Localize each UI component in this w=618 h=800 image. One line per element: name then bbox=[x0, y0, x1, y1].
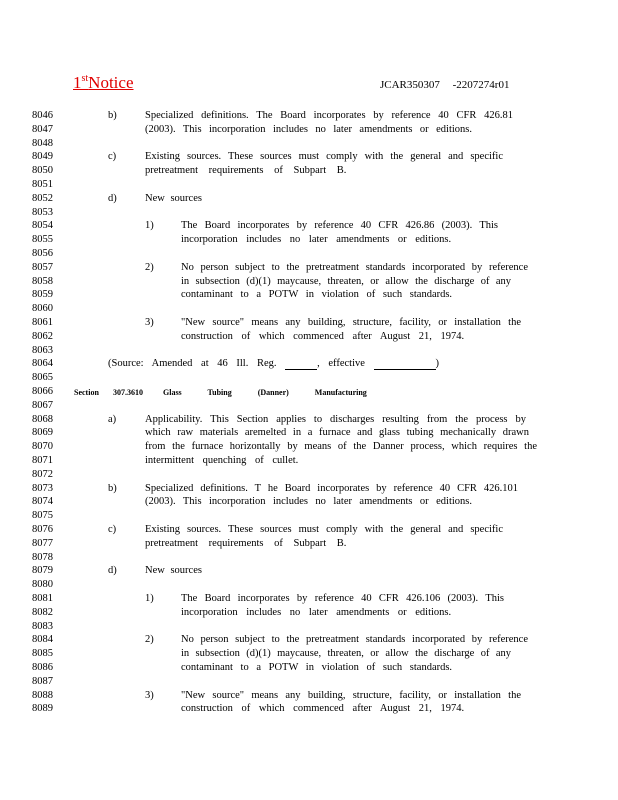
text-line: incorporation includes no later amendments or editions. bbox=[181, 606, 452, 618]
section-title: Glass Tubing (Danner) Manufacturing bbox=[163, 388, 367, 397]
item-label: 1) bbox=[145, 220, 154, 232]
line-number: 8089 bbox=[32, 703, 53, 715]
text-line: No person subject to the pretreatment standards incorporated by reference bbox=[181, 634, 528, 646]
line-number: 8078 bbox=[32, 551, 53, 563]
text-line: contaminant to a POTW in violation of such standards. bbox=[181, 662, 453, 673]
text-line: incorporation includes no later amendments or editions. bbox=[181, 234, 452, 246]
line-number: 8049 bbox=[32, 151, 53, 163]
item-label: c) bbox=[108, 524, 117, 535]
line-number: 8062 bbox=[32, 330, 53, 342]
text-line: Existing sources. These sources must comply with the general and specific bbox=[145, 151, 503, 163]
line-number: 8069 bbox=[32, 427, 53, 439]
line-number: 8059 bbox=[32, 289, 53, 301]
item-label: b) bbox=[108, 482, 117, 494]
text-line: "New source" means any building, structure, facility, or installation the bbox=[181, 689, 521, 701]
text-line: "New source" means any building, structure, facility, or installation the bbox=[181, 317, 521, 328]
text-line: (2003). This incorporation includes no later amendments or editions. bbox=[145, 496, 472, 508]
line-number: 8077 bbox=[32, 537, 53, 549]
section-word: Section bbox=[74, 388, 99, 397]
line-number: 8075 bbox=[32, 510, 53, 522]
text-line: in subsection (d)(1) maycause, threaten, or allow the discharge of any bbox=[181, 648, 511, 660]
line-number: 8085 bbox=[32, 648, 53, 660]
text-line: Applicability. This Section applies to discharges resulting from the process by bbox=[145, 413, 526, 425]
notice-heading: 1stNotice bbox=[73, 73, 134, 92]
line-number: 8061 bbox=[32, 317, 53, 328]
text-line: construction of which commenced after August 21, 1974. bbox=[181, 330, 465, 342]
text-line: in subsection (d)(1) maycause, threaten, or allow the discharge of any bbox=[181, 275, 511, 287]
source-note bbox=[108, 358, 439, 370]
text-line: pretreatment requirements of Subpart B. bbox=[145, 165, 347, 177]
text-line: The Board incorporates by reference 40 CFR 426.106 (2003). This bbox=[181, 593, 504, 604]
line-number: 8074 bbox=[32, 496, 53, 508]
source-note-mid: , effective bbox=[317, 358, 365, 370]
item-label: c) bbox=[108, 151, 117, 163]
text-line: Specialized definitions. The Board incorporates by reference 40 CFR 426.81 bbox=[145, 110, 513, 121]
line-number: 8055 bbox=[32, 234, 53, 246]
line-number: 8063 bbox=[32, 344, 53, 356]
text-line: Existing sources. These sources must comply with the general and specific bbox=[145, 524, 503, 535]
line-number: 8083 bbox=[32, 620, 53, 632]
line-number: 8087 bbox=[32, 675, 53, 687]
line-number: 8088 bbox=[32, 689, 53, 701]
text-line: intermittent quenching of cullet. bbox=[145, 455, 299, 466]
blank-field bbox=[374, 359, 436, 370]
line-number: 8084 bbox=[32, 634, 53, 646]
item-label: 3) bbox=[145, 317, 154, 328]
line-number: 8070 bbox=[32, 441, 53, 453]
line-number: 8051 bbox=[32, 179, 53, 190]
line-number: 8047 bbox=[32, 123, 53, 135]
line-number: 8056 bbox=[32, 248, 53, 259]
section-number: 307.3610 bbox=[113, 388, 143, 397]
blank-field bbox=[285, 359, 317, 370]
line-number: 8057 bbox=[32, 261, 53, 273]
line-number: 8060 bbox=[32, 303, 53, 315]
text-line: New sources bbox=[145, 192, 202, 204]
line-number: 8080 bbox=[32, 579, 53, 591]
line-number: 8076 bbox=[32, 524, 53, 535]
item-label: d) bbox=[108, 565, 117, 577]
line-number: 8048 bbox=[32, 137, 53, 149]
text-line: construction of which commenced after August 21, 1974. bbox=[181, 703, 465, 715]
line-number: 8046 bbox=[32, 110, 53, 121]
text-line: which raw materials aremelted in a furnace and glass tubing mechanically drawn bbox=[145, 427, 529, 439]
line-number: 8068 bbox=[32, 413, 53, 425]
line-number: 8067 bbox=[32, 399, 53, 411]
item-label: 2) bbox=[145, 634, 154, 646]
line-number: 8071 bbox=[32, 455, 53, 466]
item-label: 2) bbox=[145, 261, 154, 273]
line-number: 8065 bbox=[32, 372, 53, 384]
line-number: 8079 bbox=[32, 565, 53, 577]
line-number: 8052 bbox=[32, 192, 53, 204]
line-number: 8086 bbox=[32, 662, 53, 673]
line-number: 8064 bbox=[32, 358, 53, 370]
line-number: 8073 bbox=[32, 482, 53, 494]
text-line: New sources bbox=[145, 565, 202, 577]
line-number: 8053 bbox=[32, 206, 53, 218]
text-line: (2003). This incorporation includes no later amendments or editions. bbox=[145, 123, 472, 135]
source-note-end: ) bbox=[435, 358, 440, 370]
text-line: contaminant to a POTW in violation of such standards. bbox=[181, 289, 453, 301]
text-line: from the furnace horizontally by means of the Danner process, which requires the bbox=[145, 441, 537, 453]
text-line: pretreatment requirements of Subpart B. bbox=[145, 537, 347, 549]
item-label: 3) bbox=[145, 689, 154, 701]
text-line: The Board incorporates by reference 40 CFR 426.86 (2003). This bbox=[181, 220, 498, 232]
line-number: 8054 bbox=[32, 220, 53, 232]
text-line: No person subject to the pretreatment standards incorporated by reference bbox=[181, 261, 528, 273]
line-number: 8072 bbox=[32, 468, 53, 480]
text-line: Specialized definitions. T he Board incorporates by reference 40 CFR 426.101 bbox=[145, 482, 518, 494]
item-label: d) bbox=[108, 192, 117, 204]
item-label: a) bbox=[108, 413, 117, 425]
source-note-prefix: (Source: Amended at 46 Ill. Reg. bbox=[108, 358, 277, 370]
document-id: JCAR350307 -2207274r01 bbox=[380, 79, 510, 91]
item-label: b) bbox=[108, 110, 117, 121]
line-number: 8066 bbox=[32, 386, 53, 397]
line-number: 8081 bbox=[32, 593, 53, 604]
line-number: 8050 bbox=[32, 165, 53, 177]
line-number: 8058 bbox=[32, 275, 53, 287]
item-label: 1) bbox=[145, 593, 154, 604]
line-number: 8082 bbox=[32, 606, 53, 618]
